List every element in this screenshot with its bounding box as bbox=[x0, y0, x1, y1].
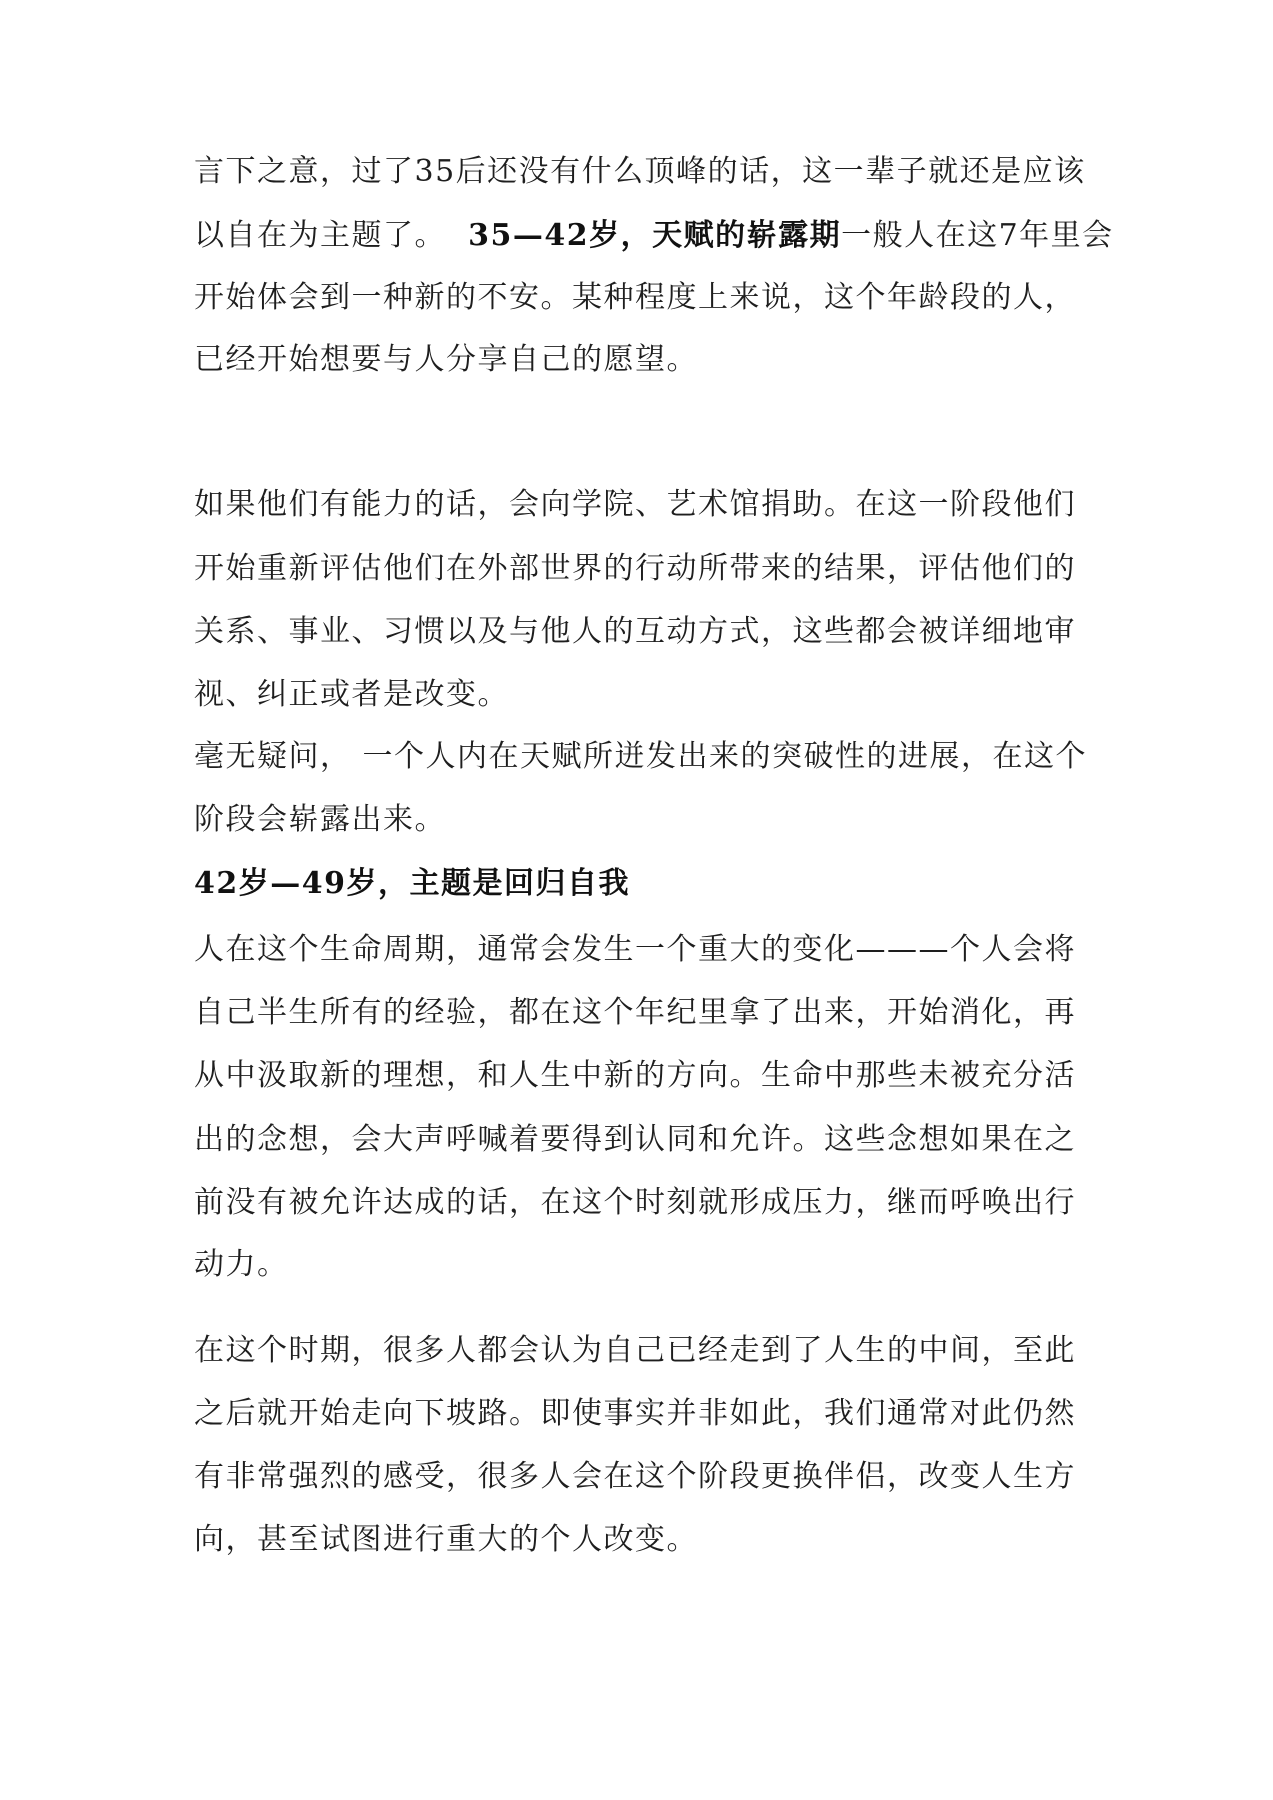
paragraph-line: 如果他们有能力的话，会向学院、艺术馆捐助。在这一阶段他们 bbox=[194, 487, 1076, 522]
paragraph-line: 言下之意，过了35后还没有什么顶峰的话，这一辈子就还是应该 bbox=[194, 154, 1086, 189]
section-heading: 42岁—49岁，主题是回归自我 bbox=[194, 866, 630, 901]
line-text: 一般人在这7年里会 bbox=[841, 218, 1114, 253]
line-text: 以自在为主题了。 bbox=[194, 218, 446, 253]
paragraph-line: 阶段会崭露出来。 bbox=[194, 802, 446, 837]
paragraph-line: 开始体会到一种新的不安。某种程度上来说，这个年龄段的人， bbox=[194, 280, 1076, 315]
paragraph-line: 在这个时期，很多人都会认为自己已经走到了人生的中间，至此 bbox=[194, 1333, 1076, 1368]
paragraph-line: 人在这个生命周期，通常会发生一个重大的变化———个人会将 bbox=[194, 932, 1076, 967]
inline-section-heading: 35—42岁，天赋的崭露期 bbox=[468, 218, 842, 253]
paragraph-line: 之后就开始走向下坡路。即使事实并非如此，我们通常对此仍然 bbox=[194, 1396, 1076, 1431]
paragraph-line: 有非常强烈的感受，很多人会在这个阶段更换伴侣，改变人生方 bbox=[194, 1459, 1076, 1494]
paragraph-line: 从中汲取新的理想，和人生中新的方向。生命中那些未被充分活 bbox=[194, 1058, 1076, 1093]
paragraph-line bbox=[194, 216, 1114, 256]
paragraph-line: 动力。 bbox=[194, 1247, 289, 1282]
paragraph-line: 已经开始想要与人分享自己的愿望。 bbox=[194, 342, 698, 377]
paragraph-line: 关系、事业、习惯以及与他人的互动方式，这些都会被详细地审 bbox=[194, 614, 1076, 649]
paragraph-line: 向，甚至试图进行重大的个人改变。 bbox=[194, 1522, 698, 1557]
paragraph-line: 自己半生所有的经验，都在这个年纪里拿了出来，开始消化，再 bbox=[194, 995, 1076, 1030]
paragraph-line: 前没有被允许达成的话，在这个时刻就形成压力，继而呼唤出行 bbox=[194, 1185, 1076, 1220]
paragraph-line: 开始重新评估他们在外部世界的行动所带来的结果，评估他们的 bbox=[194, 551, 1076, 586]
paragraph-line: 视、纠正或者是改变。 bbox=[194, 677, 509, 712]
paragraph-line: 出的念想，会大声呼喊着要得到认同和允许。这些念想如果在之 bbox=[194, 1122, 1076, 1157]
paragraph-line: 毫无疑问， 一个人内在天赋所迸发出来的突破性的进展，在这个 bbox=[194, 739, 1088, 774]
